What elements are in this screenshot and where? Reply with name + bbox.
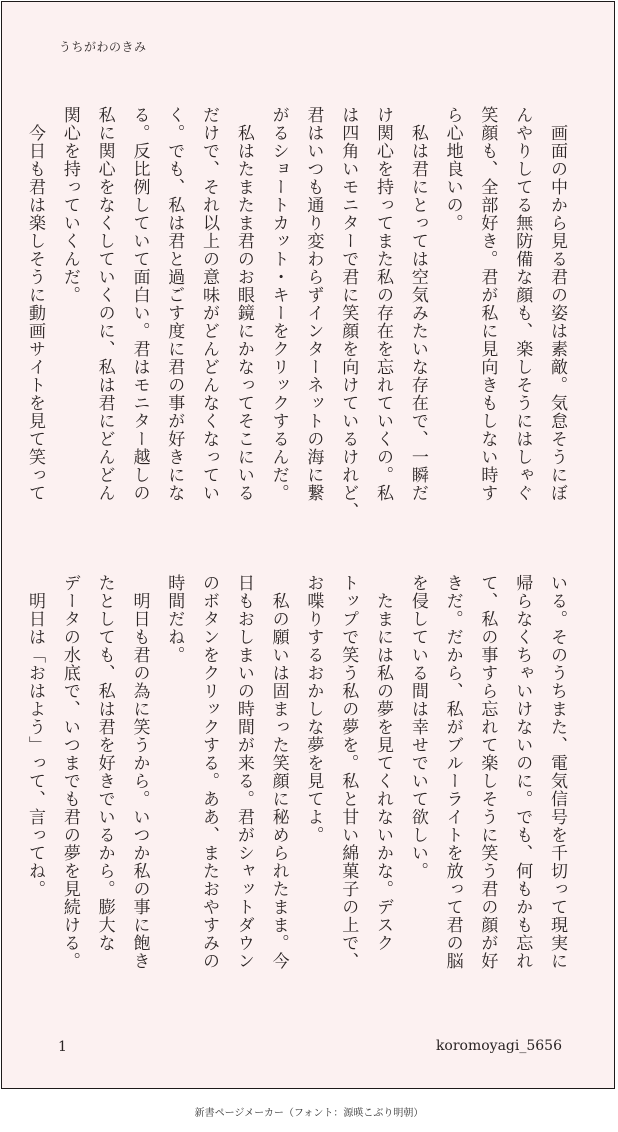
- text-line: る。反比例していて面白い。君はモニター越しの: [129, 106, 150, 502]
- text-line: お喋りするおかしな夢を見てよ。: [303, 574, 324, 844]
- page-number: 1: [58, 1039, 67, 1055]
- text-line: 日もおしまいの時間が来る。君がシャットダウン: [233, 574, 254, 970]
- text-line: たまには私の夢を見てくれないかな。デスク: [373, 574, 394, 952]
- text-line: 関心を持っていくんだ。: [59, 106, 80, 304]
- text-line: がるショートカット・キーをクリックするんだ。: [268, 106, 289, 502]
- text-line: 画面の中から見る君の姿は素敵。気怠そうにぼ: [547, 106, 567, 502]
- text-line: て、私の事すら忘れて楽しそうに笑う君の顔が好: [477, 574, 498, 970]
- text-line: 笑顔も、全部好き。君が私に見向きもしない時す: [477, 106, 498, 502]
- text-line: トップで笑う私の夢を。私と甘い綿菓子の上で、: [338, 574, 359, 970]
- text-line: け関心を持ってまた私の存在を忘れていくの。私: [373, 106, 394, 502]
- text-line: は四角いモニターで君に笑顔を向けているけれど、: [338, 106, 359, 520]
- text-line: だけで、それ以上の意味がどんどんなくなってい: [199, 106, 220, 502]
- text-line: 私に関心をなくしていくのに、私は君にどんどん: [94, 106, 115, 502]
- text-block-upper: [17, 106, 574, 526]
- text-line: んやりしてる無防備な顔も、楽しそうにはしゃぐ: [512, 106, 533, 502]
- text-line: 明日も君の為に笑うから。いつか私の事に飽き: [129, 574, 150, 970]
- text-line: 明日は「おはよう」って、言ってね。: [25, 574, 46, 898]
- text-line: 君はいつも通り変わらずインターネットの海に繋: [303, 106, 324, 502]
- text-line: きだ。だから、私がブルーライトを放って君の脳: [442, 574, 463, 970]
- text-line: 今日も君は楽しそうに動画サイトを見て笑って: [25, 106, 46, 502]
- text-line: データの水底で、いつまでも君の夢を見続ける。: [59, 574, 80, 970]
- text-line: 帰らなくちゃいけないのに。でも、何もかも忘れ: [512, 574, 533, 970]
- book-page: [1, 1, 615, 1089]
- text-line: く。でも、私は君と過ごす度に君の事が好きにな: [164, 106, 185, 502]
- generator-credit: 新書ページメーカー（フォント：源暎こぶり明朝）: [194, 1108, 424, 1119]
- text-line: 私はたまたま君のお眼鏡にかなってそこにいる: [233, 106, 254, 502]
- text-line: 私の願いは固まった笑顔に秘められたまま。今: [268, 574, 289, 970]
- text-line: 私は君にとっては空気みたいな存在で、一瞬だ: [407, 106, 428, 502]
- text-line: のボタンをクリックする。ああ、またおやすみの: [199, 574, 220, 970]
- text-block-lower: [17, 574, 574, 994]
- text-line: ら心地良いの。: [442, 106, 463, 232]
- author-handle: koromoyagi_5656: [435, 1038, 562, 1054]
- text-line: を侵している間は幸せでいて欲しい。: [407, 574, 428, 880]
- text-line: たとしても、私は君を好きでいるから。膨大な: [94, 574, 115, 952]
- text-line: いる。そのうちまた、電気信号を千切って現実に: [547, 574, 567, 970]
- text-line: 時間だね。: [164, 574, 185, 664]
- running-header-title: うちがわのきみ: [59, 40, 147, 54]
